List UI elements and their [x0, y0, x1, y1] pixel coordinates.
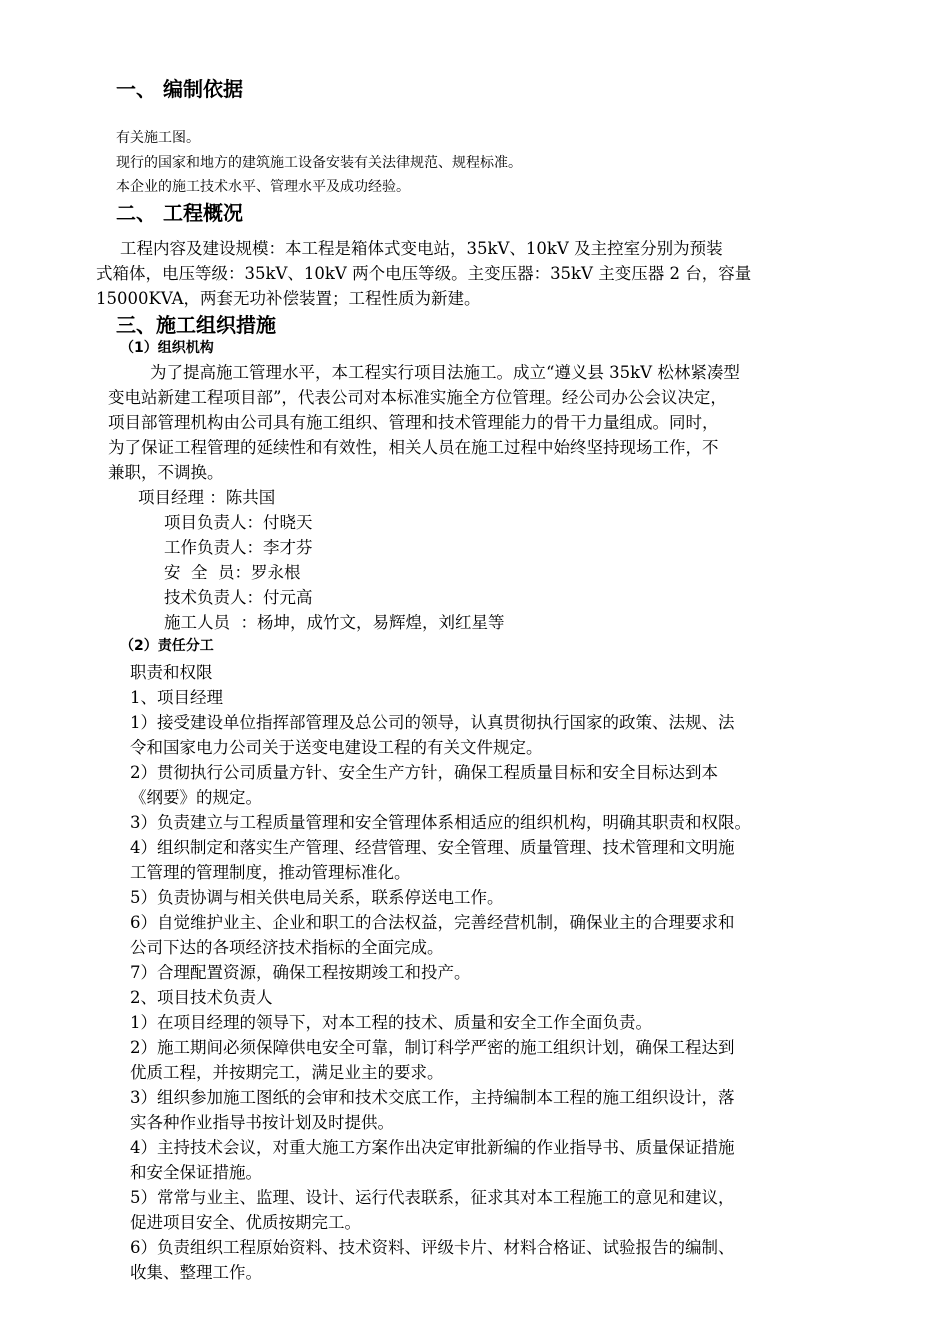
org-line-1: 为了提高施工管理水平，本工程实行项目法施工。成立“遵义县 35kV 松林紧凑型	[150, 363, 740, 382]
staff-project-lead: 项目负责人：付晓天	[164, 513, 313, 532]
pm-title: 1、项目经理	[130, 688, 223, 707]
pm-item: 5）负责协调与相关供电局关系，联系停送电工作。	[130, 888, 504, 907]
tech-item: 1）在项目经理的领导下，对本工程的技术、质量和安全工作全面负责。	[130, 1013, 652, 1032]
tech-item: 实各种作业指导书按计划及时提供。	[130, 1113, 394, 1132]
heading-basis: 一、 编制依据	[116, 77, 243, 101]
tech-item: 收集、整理工作。	[130, 1263, 262, 1282]
pm-item: 2）贯彻执行公司质量方针、安全生产方针，确保工程质量目标和安全目标达到本	[130, 763, 718, 782]
pm-item: 4）组织制定和落实生产管理、经营管理、安全管理、质量管理、技术管理和文明施	[130, 838, 735, 857]
tech-title: 2、项目技术负责人	[130, 988, 273, 1007]
staff-safety-officer: 安 全 员：罗永根	[164, 563, 301, 582]
pm-item: 公司下达的各项经济技术指标的全面完成。	[130, 938, 444, 957]
org-line-2: 变电站新建工程项目部”，代表公司对本标准实施全方位管理。经公司办公会议决定，	[108, 388, 727, 407]
org-line-3: 项目部管理机构由公司具有施工组织、管理和技术管理能力的骨干力量组成。同时，	[108, 413, 719, 432]
pm-item: 7）合理配置资源，确保工程按期竣工和投产。	[130, 963, 471, 982]
tech-item: 4）主持技术会议，对重大施工方案作出决定审批新编的作业指导书、质量保证措施	[130, 1138, 735, 1157]
heading-measures: 三、施工组织措施	[116, 313, 276, 337]
pm-item: 1）接受建设单位指挥部管理及总公司的领导，认真贯彻执行国家的政策、法规、法	[130, 713, 735, 732]
overview-line-3: 15000KVA，两套无功补偿装置；工程性质为新建。	[96, 289, 481, 308]
tech-item: 促进项目安全、优质按期完工。	[130, 1213, 361, 1232]
staff-tech-lead: 技术负责人：付元高	[164, 588, 313, 607]
staff-work-lead: 工作负责人：李才芬	[164, 538, 313, 557]
duties-title: 职责和权限	[130, 663, 213, 682]
pm-item: 令和国家电力公司关于送变电建设工程的有关文件规定。	[130, 738, 543, 757]
tech-item: 和安全保证措施。	[130, 1163, 262, 1182]
pm-item: 3）负责建立与工程质量管理和安全管理体系相适应的组织机构，明确其职责和权限。	[130, 813, 751, 832]
tech-item: 5）常常与业主、监理、设计、运行代表联系，征求其对本工程施工的意见和建议，	[130, 1188, 735, 1207]
basis-line-2: 现行的国家和地方的建筑施工设备安装有关法律规范、规程标准。	[116, 155, 522, 171]
staff-project-manager: 项目经理 ：陈共国	[138, 488, 276, 507]
pm-item: 《纲要》的规定。	[130, 788, 262, 807]
basis-line-1: 有关施工图。	[116, 130, 200, 146]
org-line-5: 兼职，不调换。	[108, 463, 224, 482]
heading-overview: 二、 工程概况	[116, 201, 243, 225]
tech-item: 2）施工期间必须保障供电安全可靠，制订科学严密的施工组织计划，确保工程达到	[130, 1038, 735, 1057]
subheading-responsibilities: （2）责任分工	[120, 638, 214, 654]
staff-workers: 施工人员 ：杨坤，成竹文，易辉煌，刘红星等	[164, 613, 505, 632]
basis-line-3: 本企业的施工技术水平、管理水平及成功经验。	[116, 179, 410, 195]
overview-line-1: 工程内容及建设规模：本工程是箱体式变电站，35kV、10kV 及主控室分别为预装	[120, 239, 723, 258]
subheading-organization: （1）组织机构	[120, 340, 214, 356]
tech-item: 优质工程，并按期完工，满足业主的要求。	[130, 1063, 444, 1082]
tech-item: 6）负责组织工程原始资料、技术资料、评级卡片、材料合格证、试验报告的编制、	[130, 1238, 735, 1257]
overview-line-2: 式箱体，电压等级：35kV、10kV 两个电压等级。主变压器：35kV 主变压器 2 台，容量	[96, 264, 752, 283]
pm-item: 6）自觉维护业主、企业和职工的合法权益，完善经营机制，确保业主的合理要求和	[130, 913, 735, 932]
tech-item: 3）组织参加施工图纸的会审和技术交底工作，主持编制本工程的施工组织设计，落	[130, 1088, 735, 1107]
pm-item: 工管理的管理制度，推动管理标准化。	[130, 863, 411, 882]
org-line-4: 为了保证工程管理的延续性和有效性，相关人员在施工过程中始终坚持现场工作，不	[108, 438, 719, 457]
